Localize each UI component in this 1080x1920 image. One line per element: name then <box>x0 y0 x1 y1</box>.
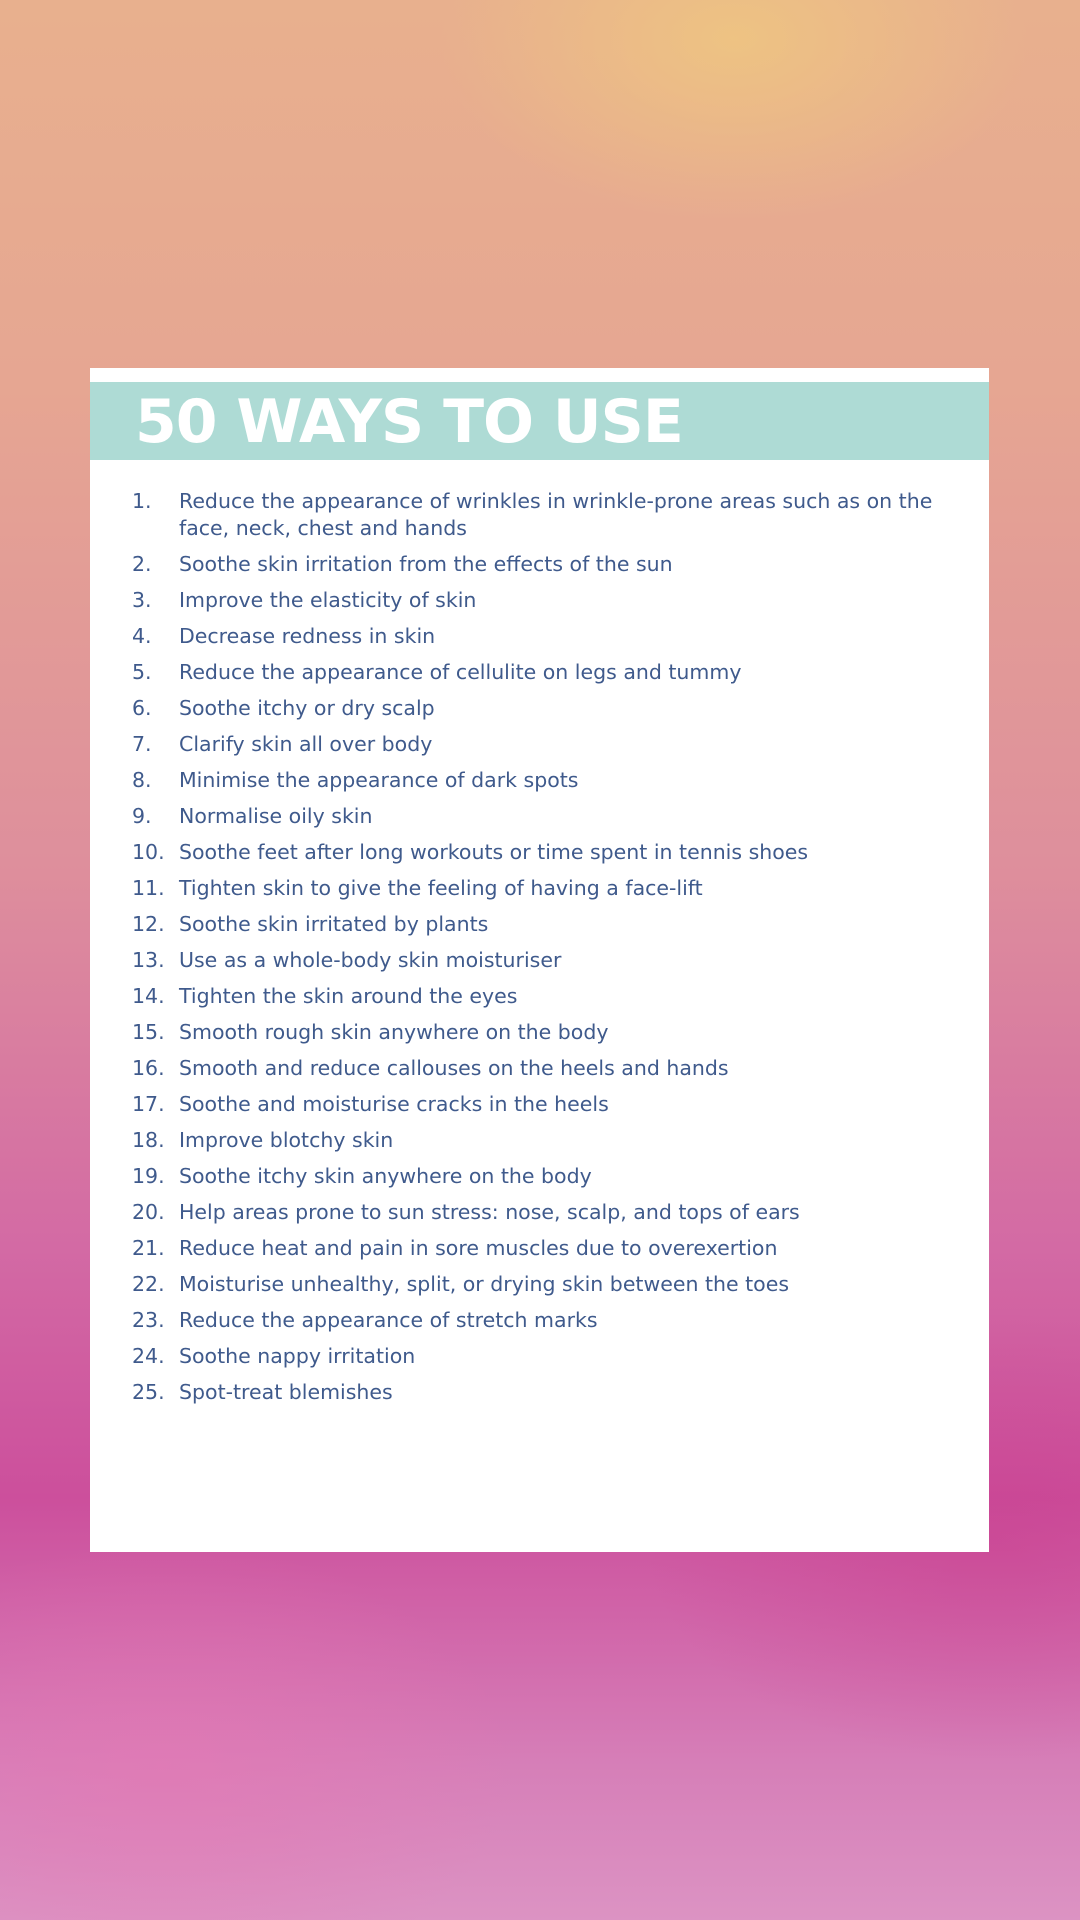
item-number: 16. <box>132 1056 165 1080</box>
item-number: 1. <box>132 489 152 513</box>
item-text: Normalise oily skin <box>179 804 373 828</box>
item-text: Help areas prone to sun stress: nose, scalp, and tops of ears <box>179 1200 800 1224</box>
item-number: 9. <box>132 804 152 828</box>
list-item <box>132 1019 952 1046</box>
item-text: Spot-treat blemishes <box>179 1380 393 1404</box>
list-item <box>132 911 952 938</box>
list-item <box>132 1055 952 1082</box>
list-item <box>132 767 952 794</box>
list-item <box>132 623 952 650</box>
item-text: Improve blotchy skin <box>179 1128 394 1152</box>
list-item <box>132 1163 952 1190</box>
item-text: Soothe skin irritation from the effects of the sun <box>179 552 673 576</box>
item-number: 11. <box>132 876 165 900</box>
item-text: Minimise the appearance of dark spots <box>179 768 579 792</box>
item-text: Tighten the skin around the eyes <box>179 984 518 1008</box>
page-title: 50 WAYS TO USE <box>135 387 683 457</box>
item-number: 3. <box>132 588 152 612</box>
item-number: 8. <box>132 768 152 792</box>
item-text: Smooth rough skin anywhere on the body <box>179 1020 609 1044</box>
item-text: Improve the elasticity of skin <box>179 588 477 612</box>
item-number: 22. <box>132 1272 165 1296</box>
item-number: 10. <box>132 840 165 864</box>
item-number: 17. <box>132 1092 165 1116</box>
item-text: Reduce the appearance of wrinkles in wrinkle-prone areas such as on the face, neck, chest and hands <box>179 489 933 540</box>
title-banner <box>90 382 989 460</box>
item-text: Soothe skin irritated by plants <box>179 912 489 936</box>
item-number: 2. <box>132 552 152 576</box>
item-number: 6. <box>132 696 152 720</box>
list-item <box>132 1199 952 1226</box>
list-item <box>132 803 952 830</box>
item-number: 13. <box>132 948 165 972</box>
item-text: Tighten skin to give the feeling of having a face-lift <box>179 876 703 900</box>
item-number: 14. <box>132 984 165 1008</box>
list-item <box>132 1343 952 1370</box>
list-item <box>132 1235 952 1262</box>
item-text: Soothe and moisturise cracks in the heels <box>179 1092 609 1116</box>
list-item <box>132 551 952 578</box>
item-number: 15. <box>132 1020 165 1044</box>
item-text: Soothe feet after long workouts or time spent in tennis shoes <box>179 840 809 864</box>
item-text: Soothe nappy irritation <box>179 1344 416 1368</box>
list-item <box>132 695 952 722</box>
item-text: Smooth and reduce callouses on the heels and hands <box>179 1056 729 1080</box>
item-text: Reduce the appearance of cellulite on legs and tummy <box>179 660 742 684</box>
item-text: Use as a whole-body skin moisturiser <box>179 948 562 972</box>
item-number: 25. <box>132 1380 165 1404</box>
content-card <box>90 368 989 1552</box>
item-number: 18. <box>132 1128 165 1152</box>
list-item <box>132 1307 952 1334</box>
uses-list <box>132 488 952 1415</box>
item-number: 24. <box>132 1344 165 1368</box>
item-number: 20. <box>132 1200 165 1224</box>
list-item <box>132 1379 952 1406</box>
item-number: 12. <box>132 912 165 936</box>
item-number: 4. <box>132 624 152 648</box>
list-item <box>132 659 952 686</box>
item-number: 19. <box>132 1164 165 1188</box>
item-number: 21. <box>132 1236 165 1260</box>
item-text: Clarify skin all over body <box>179 732 433 756</box>
item-text: Reduce heat and pain in sore muscles due to overexertion <box>179 1236 778 1260</box>
item-text: Moisturise unhealthy, split, or drying skin between the toes <box>179 1272 789 1296</box>
list-item <box>132 1091 952 1118</box>
list-item <box>132 947 952 974</box>
list-item <box>132 488 952 542</box>
item-number: 23. <box>132 1308 165 1332</box>
item-text: Soothe itchy or dry scalp <box>179 696 435 720</box>
item-text: Reduce the appearance of stretch marks <box>179 1308 598 1332</box>
list-item <box>132 983 952 1010</box>
list-item <box>132 1127 952 1154</box>
list-item <box>132 1271 952 1298</box>
list-item <box>132 875 952 902</box>
list-item <box>132 731 952 758</box>
list-item <box>132 587 952 614</box>
item-text: Soothe itchy skin anywhere on the body <box>179 1164 592 1188</box>
item-number: 5. <box>132 660 152 684</box>
list-item <box>132 839 952 866</box>
item-number: 7. <box>132 732 152 756</box>
item-text: Decrease redness in skin <box>179 624 436 648</box>
